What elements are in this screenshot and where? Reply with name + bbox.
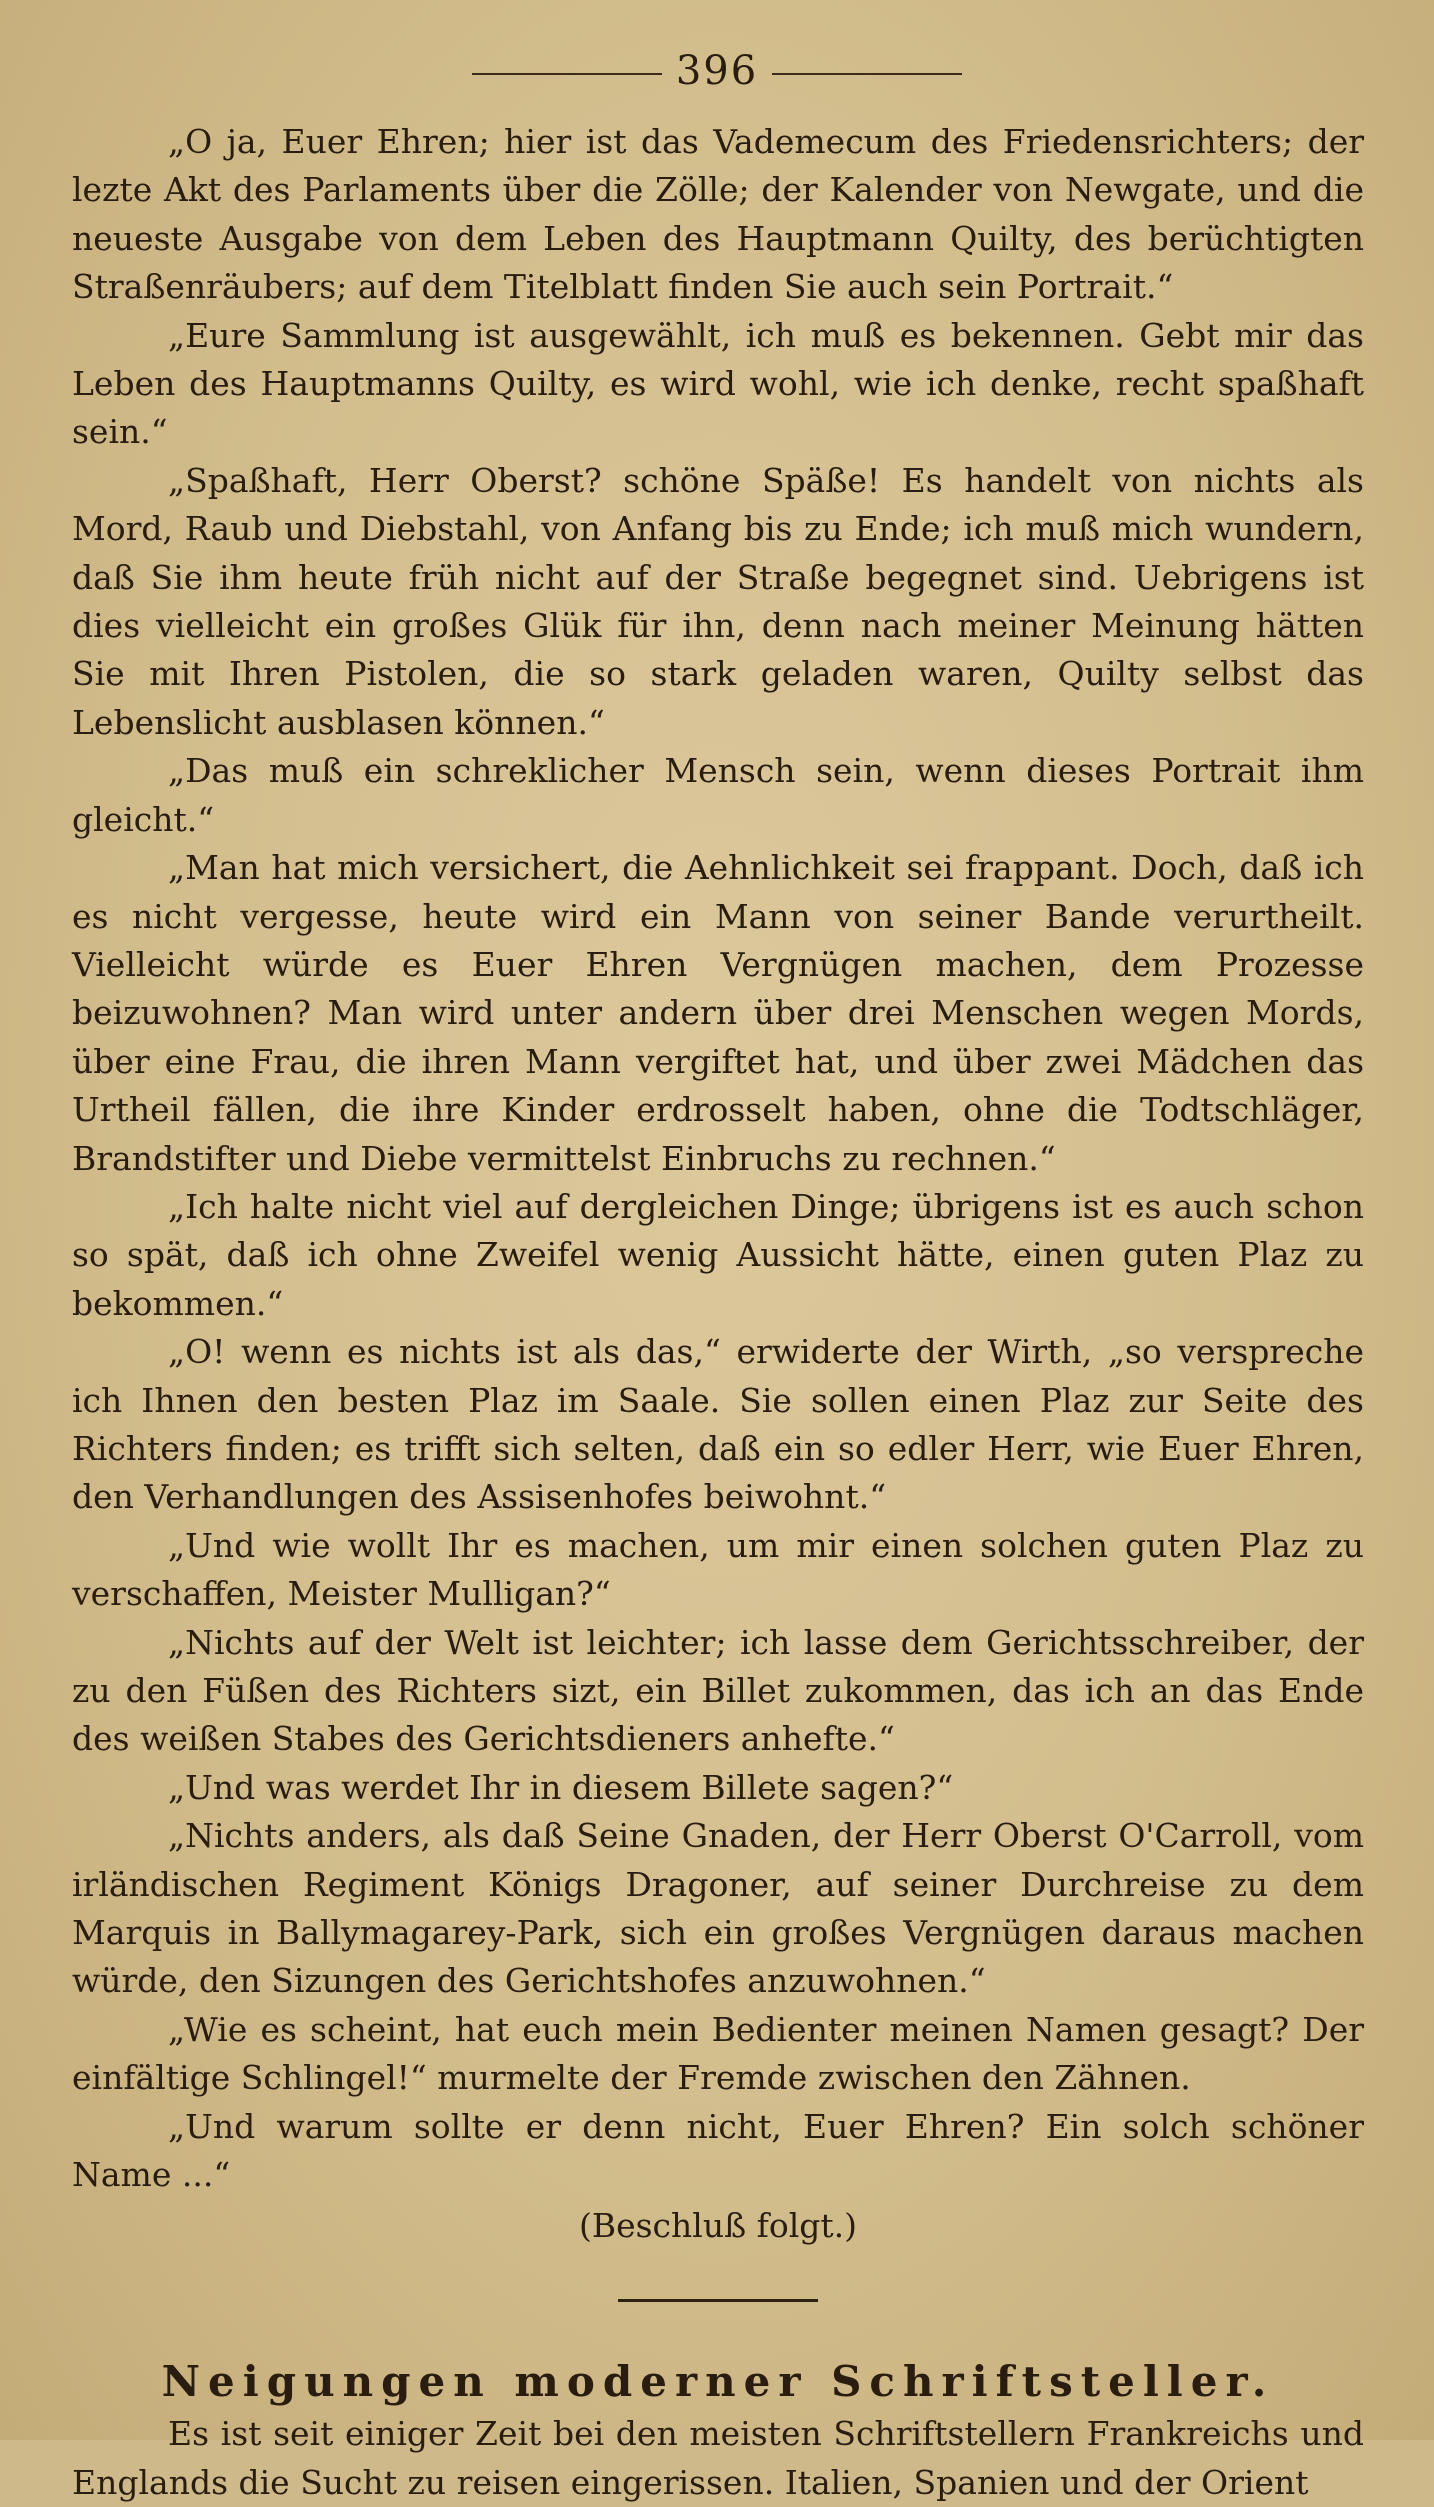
header-rule-right [772,73,962,75]
header-rule-left [472,73,662,75]
paragraph: „Und wie wollt Ihr es machen, um mir einen solchen guten Plaz zu verschaffen, Meister Mulligan?“ [72,1525,1364,1614]
section-divider [618,2299,818,2302]
paragraph: „Wie es scheint, hat euch mein Bedienter meinen Namen gesagt? Der einfältige Schlingel!“ murmelte der Fremde zwischen den Zähnen. [72,2009,1364,2098]
paragraph: „Spaßhaft, Herr Oberst? schöne Späße! Es handelt von nichts als Mord, Raub und Diebstahl, von Anfang bis zu Ende; ich muß mich wundern, daß Sie ihm heute früh nicht auf der Straße begegnet sind. Uebrigens ist dies vielleicht ein großes Glük für ihn, denn nach meiner Meinung hätten Sie mit Ihren Pistolen, die so stark geladen waren, Quilty selbst das Lebenslicht ausblasen können.“ [72,460,1364,742]
paragraph: „Das muß ein schreklicher Mensch sein, wenn dieses Portrait ihm gleicht.“ [72,751,1364,839]
sequel-note: (Beschluß folgt.) [578,2206,858,2246]
paragraph: „Nichts anders, als daß Seine Gnaden, der Herr Oberst O'Carroll, vom irländischen Regiment Königs Dragoner, auf seiner Durchreise zu dem Marquis in Ballymagarey-Park, sich ein großes Vergnügen daraus machen würde, den Sizungen des Gerichtshofes anzuwohnen.“ [72,1816,1364,2001]
page-number: 396 [675,48,759,94]
paragraph: „Nichts auf der Welt ist leichter; ich lasse dem Gerichtsschreiber, der zu den Füßen des Richters sizt, ein Billet zukommen, das ich an das Ende des weißen Stabes des Gerichtsdieners anhefte.“ [72,1622,1364,1759]
paragraph: „Man hat mich versichert, die Aehnlichkeit sei frappant. Doch, daß ich es nicht vergesse, heute wird ein Mann von seiner Bande verurtheilt. Vielleicht würde es Euer Ehren Vergnügen machen, dem Prozesse beizuwohnen? Man wird unter andern über drei Menschen wegen Mords, über eine Frau, die ihren Mann vergiftet hat, und über zwei Mädchen das Urtheil fällen, die ihre Kinder erdrosselt haben, ohne die Todtschläger, Brandstifter und Diebe vermittelst Einbruchs zu rechnen.“ [72,848,1364,1178]
paragraph: „O! wenn es nichts ist als das,“ erwiderte der Wirth, „so verspreche ich Ihnen den besten Plaz im Saale. Sie sollen einen Plaz zur Seite des Richters finden; es trifft sich selten, daß ein so edler Herr, wie Euer Ehren, den Verhandlungen des Assisenhofes beiwohnt.“ [72,1332,1364,1517]
article-title: Neigungen moderner Schriftsteller. [161,2357,1275,2407]
article-intro [72,2410,1364,2507]
paragraph: „Ich halte nicht viel auf dergleichen Dinge; übrigens ist es auch schon so spät, daß ich ohne Zweifel wenig Aussicht hätte, einen guten Plaz zu bekommen.“ [72,1186,1364,1323]
page-header [0,48,1434,94]
paragraph: „Eure Sammlung ist ausgewählt, ich muß es bekennen. Gebt mir das Leben des Hauptmanns Quilty, es wird wohl, wie ich denke, recht spaßhaft sein.“ [72,315,1364,452]
paragraph: „O ja, Euer Ehren; hier ist das Vademecum des Friedensrichters; der lezte Akt des Parlaments über die Zölle; der Kalender von Newgate, und die neueste Ausgabe von dem Leben des Hauptmann Quilty, des berüchtigten Straßenräubers; auf dem Titelblatt finden Sie auch sein Portrait.“ [72,122,1364,307]
body-text [72,118,1364,2507]
paragraph: „Und warum sollte er denn nicht, Euer Ehren? Ein solch schöner Name ...“ [72,2106,1364,2195]
paragraph: „Und was werdet Ihr in diesem Billete sagen?“ [168,1767,954,1807]
paragraph: Es ist seit einiger Zeit bei den meisten Schriftstellern Frankreichs und Englands die Sucht zu reisen eingerissen. Italien, Spanien und der Orient [72,2414,1364,2502]
